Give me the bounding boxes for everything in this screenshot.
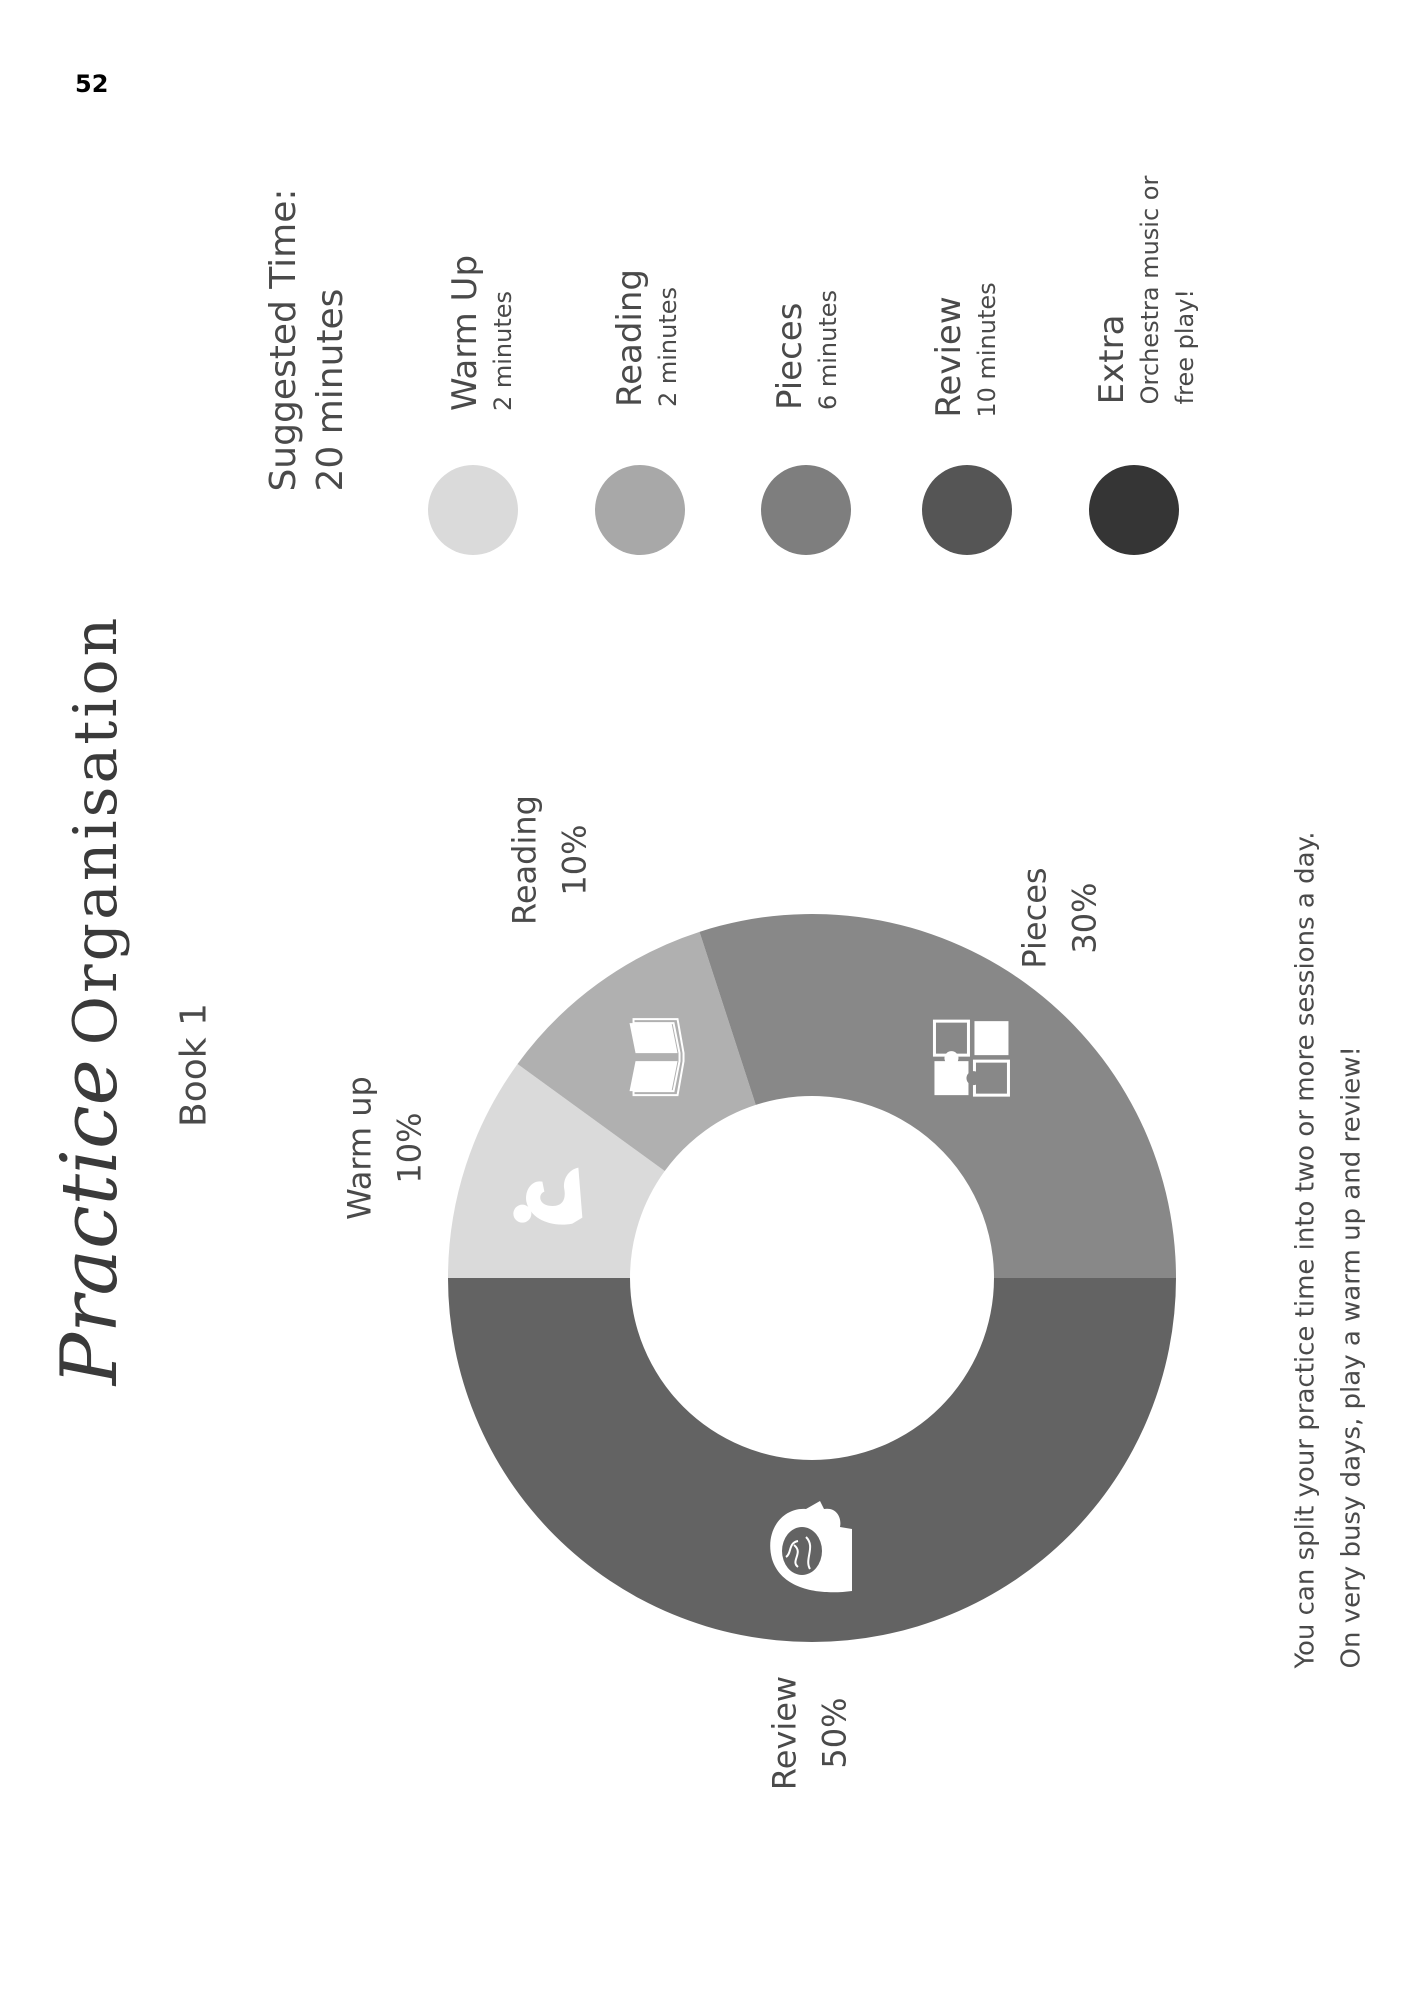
slice-label-reading: Reading 10% — [505, 795, 593, 925]
legend-item-warm-up: Warm Up 2 minutes — [445, 254, 517, 412]
slice-label-warm-up: Warm up 10% — [340, 1076, 428, 1220]
suggested-time-label: Suggested Time: — [263, 188, 305, 492]
slice-label-pieces: Pieces 30% — [1015, 867, 1103, 969]
practice-note — [1284, 832, 1375, 1669]
donut-slice-pieces — [700, 914, 1176, 1278]
title-word: Organisation — [61, 614, 131, 1046]
legend-item-pieces: Pieces 6 minutes — [770, 289, 842, 411]
legend-item-extra: Extra Orchestra music or free play! — [1091, 175, 1199, 405]
page-subtitle: Book 1 — [173, 1003, 215, 1127]
note-line-2: On very busy days, play a warm up and review! — [1336, 1046, 1366, 1669]
legend-item-review: Review 10 minutes — [929, 282, 1001, 418]
slice-label-review: Review 50% — [765, 1675, 853, 1791]
note-line-1: You can split your practice time into two or more sessions a day. — [1290, 831, 1321, 1669]
suggested-time-value: 20 minutes — [310, 288, 351, 492]
legend-item-reading: Reading 2 minutes — [610, 268, 682, 408]
page-number: 52 — [75, 70, 109, 98]
title-script-word: Practice — [45, 1059, 135, 1386]
